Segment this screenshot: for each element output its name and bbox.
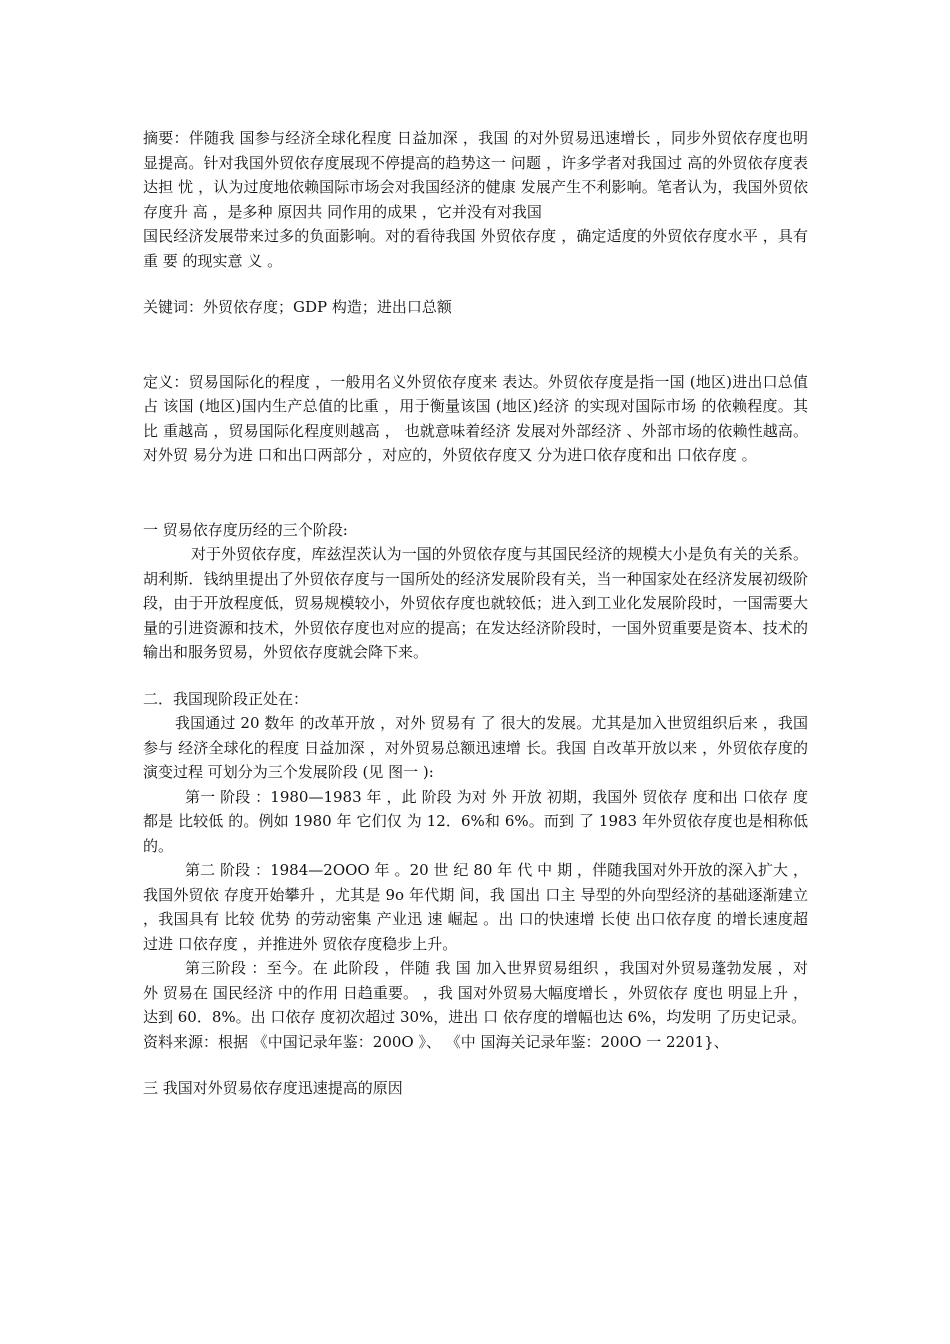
section3-heading: 三 我国对外贸易依存度迅速提高的原因 <box>143 1079 403 1097</box>
stage1-paragraph: 第一 阶段 ：1980—1983 年 ，此 阶段 为对 外 开放 初期，我国外 贸依存 度和出 口依存 度都是 比较低 的。例如 1980 年 它们仅 为 12．6%和 6%。而到 了 1983 年外贸依存度也是相称低的。 <box>143 787 808 855</box>
section1-heading: 一 贸易依存度历经的三个阶段: <box>143 520 348 539</box>
section1-body: 对于外贸依存度，库兹涅茨认为一国的外贸依存度与其国民经济的规模大小是负有关的关系。胡利斯．钱纳里提出了外贸依存度与一国所处的经济发展阶段有关，当一种国家处在经济发展初级阶段，由于开放程度低，贸易规模较小，外贸依存度也就较低；进入到工业化发展阶段时，一国需要大量的引进资源和技术，外贸依存度也对应的提高；在发达经济阶段时，一国外贸重要是资本、技术的输出和服务贸易，外贸依存度就会降下来。 <box>143 545 808 661</box>
abstract-paragraph-continued: 国民经济发展带来过多的负面影响。对的看待我国 外贸依存度 ，确定适度的外贸依存度水平 ，具有重 要 的现实意 义 。 <box>143 227 808 270</box>
abstract-paragraph: 摘要：伴随我 国参与经济全球化程度 日益加深 ，我国 的对外贸易迅速增长 ，同步外贸依存度也明显提高。针对我国外贸依存度展现不停提高的趋势这一 问题 ，许多学者对我国过 高的外贸依存度表达担 忧 ，认为过度地依赖国际市场会对我国经济的健康 发展产生不利影响。笔者认为，我国外贸依存度升 高 ，是多种 原因共 同作用的成果 ，它并没有对我国 <box>143 129 808 221</box>
document-page <box>143 126 808 1101</box>
definition-paragraph: 定义：贸易国际化的程度 ，一般用名义外贸依存度来 表达。外贸依存度是指一国 (地区)进出口总值 占 该国 (地区)国内生产总值的比重 ，用于衡量该国 (地区)经济 的实现对国际市场 的依赖程度。其 比 重越高 ，贸易国际化程度则越高 ， 也就意味着经济 发展对外部经济 、外部市场的依赖性越高。对外贸 易分为进 口和出口两部分 ，对应的，外贸依存度又 分为进口依存度和出 口依存度 。 <box>143 372 808 464</box>
data-source: 资料来源：根据 《中国记录年鉴：200O 》、 《中 国海关记录年鉴：200O 一 2201}、 <box>143 1032 729 1051</box>
stage2-paragraph: 第二 阶段 ：1984—2OOO 年 。20 世 纪 80 年 代 中 期 ，伴随我国对外开放的深入扩大 ，我国外贸依 存度开始攀升 ，尤其是 9o 年代期 间，我 国出 口主 导型的外向型经济的基础逐渐建立 ，我国具有 比较 优势 的劳动密集 产业迅 速 崛起 。出 口的快速增 长使 出口依存度 的增长速度超过进 口依存度 ，并推进外 贸依存度稳步上升。 <box>143 861 808 953</box>
section2-intro: 我国通过 20 数年 的改革开放 ，对外 贸易有 了 很大的发展。尤其是加入世贸组织后来 ，我国参与 经济全球化的程度 日益加深 ，对外贸易总额迅速增 长。我国 自改革开放以来 ，外贸依存度的演变过程 可划分为三个发展阶段 (见 图一 ): <box>143 714 808 781</box>
stage3-paragraph: 第三阶段 ：至今。在 此阶段 ，伴随 我 国 加入世界贸易组织 ，我国对外贸易蓬勃发展 ，对外 贸易在 国民经济 中的作用 日趋重要。 ，我 国对外贸易大幅度增长 ，外贸依存 度也 明显上升 ， 达到 60．8%。出 口依存 度初次超过 30%，进出 口 依存度的增幅也达 6%，均发明 了历史记录。 <box>143 959 808 1026</box>
keywords: 关键词：外贸依存度；GDP 构造；进出口总额 <box>143 298 452 316</box>
section2-heading: 二．我国现阶段正处在： <box>143 689 309 708</box>
